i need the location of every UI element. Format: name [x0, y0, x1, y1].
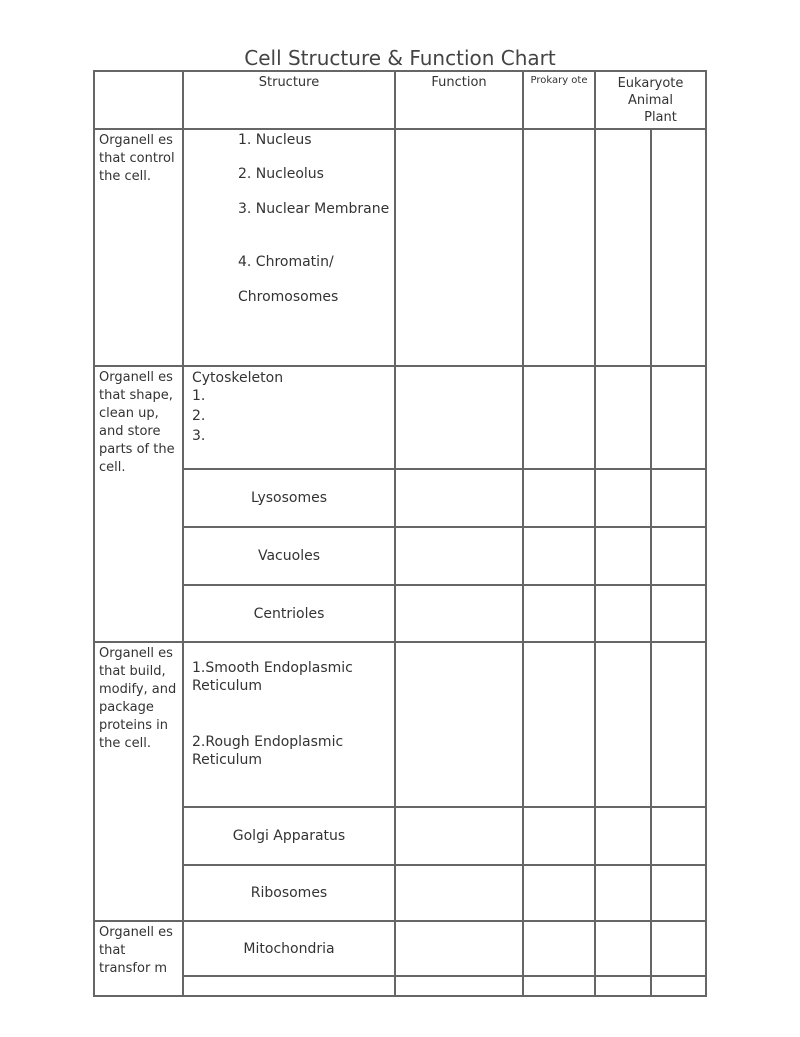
blank-cell: [523, 865, 595, 921]
group-label: Organell es that transfor m: [94, 921, 183, 996]
blank-cell: [523, 585, 595, 642]
blank-cell: [595, 921, 651, 976]
blank-cell: [651, 865, 706, 921]
blank-cell: [595, 129, 651, 366]
blank-cell: [523, 129, 595, 366]
blank-cell: [651, 807, 706, 865]
blank-cell: [395, 642, 523, 807]
blank-cell: [651, 469, 706, 527]
blank-cell: [595, 642, 651, 807]
blank-cell: [651, 976, 706, 996]
blank-cell: [395, 585, 523, 642]
smooth-er: 1.Smooth Endoplasmic Reticulum: [192, 660, 353, 694]
item: 1. Nucleus: [238, 132, 312, 148]
structure-ribosomes: Ribosomes: [183, 865, 395, 921]
blank-cell: [651, 642, 706, 807]
er-cell: [183, 642, 395, 807]
header-prokaryote: Prokary ote: [523, 71, 595, 129]
header-structure: Structure: [183, 71, 395, 129]
chart-table: [93, 70, 707, 997]
item: 4. Chromatin/: [238, 254, 334, 270]
blank-cell: [183, 976, 395, 996]
structure-lysosomes: Lysosomes: [183, 469, 395, 527]
blank-cell: [395, 976, 523, 996]
blank-cell: [395, 366, 523, 469]
cytoskeleton-label: Cytoskeleton: [192, 370, 284, 386]
plant-label: Plant: [644, 110, 677, 125]
header-function: Function: [395, 71, 523, 129]
blank-cell: [395, 921, 523, 976]
blank-cell: [395, 129, 523, 366]
structure-vacuoles: Vacuoles: [183, 527, 395, 585]
blank-cell: [595, 469, 651, 527]
blank-cell: [595, 366, 651, 469]
eukaryote-label: Eukaryote: [617, 76, 684, 91]
blank-cell: [651, 527, 706, 585]
blank-cell: [523, 807, 595, 865]
header-blank: [94, 71, 183, 129]
blank-cell: [395, 527, 523, 585]
item: 3.: [192, 428, 206, 444]
blank-cell: [523, 921, 595, 976]
blank-cell: [651, 585, 706, 642]
blank-cell: [595, 807, 651, 865]
structure-golgi: Golgi Apparatus: [183, 807, 395, 865]
blank-cell: [523, 469, 595, 527]
blank-cell: [595, 865, 651, 921]
structure-list: [183, 129, 395, 366]
cytoskeleton-cell: [183, 366, 395, 469]
item: 1.: [192, 388, 206, 404]
page-title: Cell Structure & Function Chart: [244, 46, 556, 70]
group-label: Organell es that build, modify, and package proteins in the cell.: [94, 642, 183, 921]
blank-cell: [395, 469, 523, 527]
group-label: Organell es that shape, clean up, and store parts of the cell.: [94, 366, 183, 642]
blank-cell: [651, 366, 706, 469]
blank-cell: [395, 807, 523, 865]
group-label: Organell es that control the cell.: [94, 129, 183, 366]
blank-cell: [523, 527, 595, 585]
structure-centrioles: Centrioles: [183, 585, 395, 642]
item: 2.: [192, 408, 206, 424]
structure-mitochondria: Mitochondria: [183, 921, 395, 976]
animal-label: Animal: [628, 93, 673, 108]
blank-cell: [595, 527, 651, 585]
blank-cell: [523, 976, 595, 996]
blank-cell: [523, 366, 595, 469]
item: Chromosomes: [238, 289, 339, 305]
blank-cell: [595, 976, 651, 996]
blank-cell: [651, 129, 706, 366]
item: 2. Nucleolus: [238, 166, 324, 182]
blank-cell: [651, 921, 706, 976]
rough-er: 2.Rough Endoplasmic Reticulum: [192, 734, 344, 768]
blank-cell: [395, 865, 523, 921]
header-eukaryote: [595, 71, 706, 129]
blank-cell: [523, 642, 595, 807]
blank-cell: [595, 585, 651, 642]
item: 3. Nuclear Membrane: [238, 201, 390, 217]
